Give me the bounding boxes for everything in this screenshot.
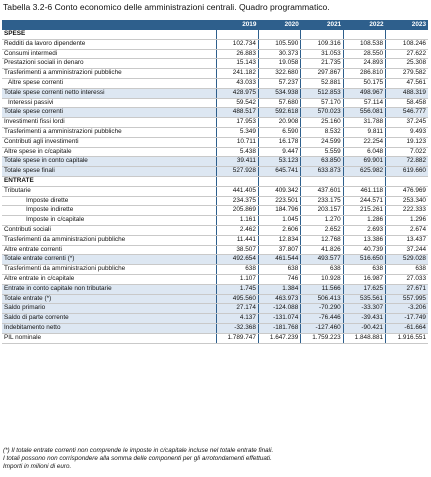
table-title: Tabella 3.2-6 Conto economico delle amministrazioni centrali. Quadro programmatico. <box>3 2 330 12</box>
row-value-2023: 253.340 <box>386 196 428 206</box>
row-value-2019: 43.033 <box>216 78 258 88</box>
row-label: Investimenti fissi lordi <box>2 118 216 128</box>
row-value-2023: 529.028 <box>386 255 428 265</box>
row-value-2019: 15.143 <box>216 59 258 69</box>
row-value-2022: 16.987 <box>343 274 385 284</box>
row-value-2020: 1.384 <box>258 284 300 294</box>
row-value-2021: 41.826 <box>301 245 343 255</box>
row-value-2022: 57.114 <box>343 98 385 108</box>
row-value-2023: -17.749 <box>386 314 428 324</box>
row-value-2021: 633.873 <box>301 167 343 177</box>
note-footnote: (*) Il totale entrate correnti non comprende le imposte in c/capitale incluse nel totale entrate finali. <box>3 447 274 454</box>
row-value-2020: 409.342 <box>258 186 300 196</box>
row-value-2020: 184.796 <box>258 206 300 216</box>
row-value-2019: 39.411 <box>216 157 258 167</box>
table-body <box>2 30 428 343</box>
row-value-2023: 1.296 <box>386 216 428 226</box>
row-value-2022: 69.901 <box>343 157 385 167</box>
row-value-2019: 10.711 <box>216 137 258 147</box>
row-value-2023: 1.916.551 <box>386 333 428 343</box>
row-value-2021: 12.768 <box>301 235 343 245</box>
table-row <box>2 59 428 69</box>
row-value-2020: 638 <box>258 265 300 275</box>
row-value-2022: -33.307 <box>343 304 385 314</box>
row-label: Imposte dirette <box>2 196 216 206</box>
row-label: SPESE <box>2 30 216 39</box>
row-value-2022: 108.538 <box>343 39 385 49</box>
row-value-2022: 50.175 <box>343 78 385 88</box>
row-value-2021: 31.053 <box>301 49 343 59</box>
row-value-2019: 5.438 <box>216 147 258 157</box>
row-value-2023: 27.033 <box>386 274 428 284</box>
row-value-2019: 495.560 <box>216 294 258 304</box>
row-value-2021: 506.413 <box>301 294 343 304</box>
row-value-2022: 215.261 <box>343 206 385 216</box>
table-row <box>2 98 428 108</box>
row-label: Totale spese finali <box>2 167 216 177</box>
row-value-2023 <box>386 176 428 186</box>
row-value-2022: 9.811 <box>343 127 385 137</box>
table-row <box>2 147 428 157</box>
row-value-2021: 512.853 <box>301 88 343 98</box>
row-value-2020: 322.680 <box>258 69 300 79</box>
row-value-2020: 30.373 <box>258 49 300 59</box>
row-value-2020: -124.088 <box>258 304 300 314</box>
row-value-2019: 27.174 <box>216 304 258 314</box>
table-row <box>2 108 428 118</box>
row-label: Trasferimenti da amministrazioni pubbliche <box>2 235 216 245</box>
row-value-2019 <box>216 176 258 186</box>
row-value-2020 <box>258 176 300 186</box>
row-value-2020: 1.045 <box>258 216 300 226</box>
row-label: Saldo primario <box>2 304 216 314</box>
row-label: Entrate in conto capitale non tributarie <box>2 284 216 294</box>
table-row <box>2 118 428 128</box>
row-value-2020: 1.647.239 <box>258 333 300 343</box>
row-value-2019: 234.375 <box>216 196 258 206</box>
table-row <box>2 30 428 39</box>
row-value-2021: 10.928 <box>301 274 343 284</box>
row-value-2021: 203.157 <box>301 206 343 216</box>
row-label: Tributarie <box>2 186 216 196</box>
table-row <box>2 304 428 314</box>
row-value-2022: -39.431 <box>343 314 385 324</box>
row-value-2019: 4.137 <box>216 314 258 324</box>
table-row <box>2 137 428 147</box>
row-value-2021: 493.577 <box>301 255 343 265</box>
row-value-2023: -61.664 <box>386 323 428 333</box>
row-value-2023: 546.777 <box>386 108 428 118</box>
row-value-2021: 8.532 <box>301 127 343 137</box>
row-label: Indebitamento netto <box>2 323 216 333</box>
row-value-2020: 461.544 <box>258 255 300 265</box>
row-value-2020: -131.074 <box>258 314 300 324</box>
note-rounding: I totali possono non corrispondere alla somma delle componenti per gli arrotondamenti effettuati. <box>3 455 272 463</box>
table-row <box>2 294 428 304</box>
table-row <box>2 69 428 79</box>
row-label: Totale entrate (*) <box>2 294 216 304</box>
row-value-2023: 638 <box>386 265 428 275</box>
header-year-2022: 2022 <box>343 20 385 30</box>
header-year-2020: 2020 <box>258 20 300 30</box>
row-value-2022: 2.693 <box>343 225 385 235</box>
header-label-cell <box>2 20 216 30</box>
row-label: PIL nominale <box>2 333 216 343</box>
row-value-2022: 13.386 <box>343 235 385 245</box>
row-value-2020: 20.908 <box>258 118 300 128</box>
row-value-2019: 488.517 <box>216 108 258 118</box>
table-row <box>2 333 428 343</box>
row-value-2020: 16.178 <box>258 137 300 147</box>
row-value-2022: 516.650 <box>343 255 385 265</box>
row-value-2022: 40.739 <box>343 245 385 255</box>
row-value-2023: 72.882 <box>386 157 428 167</box>
row-value-2022: 461.118 <box>343 186 385 196</box>
row-value-2022: 28.550 <box>343 49 385 59</box>
row-label: Altre entrate correnti <box>2 245 216 255</box>
header-row <box>2 20 428 30</box>
row-value-2021: 11.566 <box>301 284 343 294</box>
row-value-2020: 53.123 <box>258 157 300 167</box>
row-value-2023 <box>386 30 428 39</box>
row-value-2020: 746 <box>258 274 300 284</box>
row-label: Totale spese correnti netto interessi <box>2 88 216 98</box>
row-value-2019: 1.745 <box>216 284 258 294</box>
row-value-2023: 58.458 <box>386 98 428 108</box>
row-value-2020: 645.741 <box>258 167 300 177</box>
row-value-2021: -70.290 <box>301 304 343 314</box>
row-value-2021: 2.652 <box>301 225 343 235</box>
row-value-2022: 244.571 <box>343 196 385 206</box>
row-value-2021: 5.559 <box>301 147 343 157</box>
row-value-2023: 619.660 <box>386 167 428 177</box>
row-value-2020: 534.938 <box>258 88 300 98</box>
row-value-2022: 22.254 <box>343 137 385 147</box>
row-value-2023: 279.582 <box>386 69 428 79</box>
row-value-2021: 570.023 <box>301 108 343 118</box>
row-value-2021: 437.601 <box>301 186 343 196</box>
row-value-2019: 205.869 <box>216 206 258 216</box>
row-value-2019: 1.107 <box>216 274 258 284</box>
table-row <box>2 157 428 167</box>
row-label: Trasferimenti da amministrazioni pubbliche <box>2 265 216 275</box>
row-label: Contributi sociali <box>2 225 216 235</box>
row-label: Altre spese in c/capitale <box>2 147 216 157</box>
header-year-2023: 2023 <box>386 20 428 30</box>
row-value-2023: 488.319 <box>386 88 428 98</box>
row-label: Trasferimenti a amministrazioni pubbliche <box>2 69 216 79</box>
row-value-2020: 223.501 <box>258 196 300 206</box>
row-value-2021: 297.867 <box>301 69 343 79</box>
row-value-2020 <box>258 30 300 39</box>
row-value-2021: 63.850 <box>301 157 343 167</box>
row-value-2021: 57.170 <box>301 98 343 108</box>
table-row <box>2 235 428 245</box>
row-value-2023: 108.246 <box>386 39 428 49</box>
row-value-2021: 638 <box>301 265 343 275</box>
economic-account-table <box>2 20 428 344</box>
row-value-2019: 5.349 <box>216 127 258 137</box>
table-row <box>2 49 428 59</box>
row-value-2021: 1.759.223 <box>301 333 343 343</box>
row-label: Interessi passivi <box>2 98 216 108</box>
row-label: Trasferimenti a amministrazioni pubbliche <box>2 127 216 137</box>
row-value-2023: 37.245 <box>386 118 428 128</box>
row-value-2020: 57.680 <box>258 98 300 108</box>
row-value-2019: 241.182 <box>216 69 258 79</box>
table-row <box>2 225 428 235</box>
table-row <box>2 323 428 333</box>
row-value-2019: 638 <box>216 265 258 275</box>
row-value-2020: 6.590 <box>258 127 300 137</box>
row-label: Imposte indirette <box>2 206 216 216</box>
row-label: Altre entrate in c/capitale <box>2 274 216 284</box>
row-label: Saldo di parte corrente <box>2 314 216 324</box>
row-value-2020: 37.807 <box>258 245 300 255</box>
row-value-2023: 2.674 <box>386 225 428 235</box>
row-value-2021 <box>301 30 343 39</box>
table-row <box>2 314 428 324</box>
row-value-2023: 27.622 <box>386 49 428 59</box>
row-value-2019: 1.789.747 <box>216 333 258 343</box>
row-value-2019: 59.542 <box>216 98 258 108</box>
table-row <box>2 196 428 206</box>
row-value-2022 <box>343 176 385 186</box>
row-value-2019: 26.883 <box>216 49 258 59</box>
row-value-2019: 11.441 <box>216 235 258 245</box>
row-label: Altre spese correnti <box>2 78 216 88</box>
row-value-2023: 27.671 <box>386 284 428 294</box>
row-value-2023: 13.437 <box>386 235 428 245</box>
row-value-2021: 1.270 <box>301 216 343 226</box>
row-value-2020: 57.237 <box>258 78 300 88</box>
row-value-2022: 31.788 <box>343 118 385 128</box>
table-row <box>2 78 428 88</box>
row-value-2022: 1.286 <box>343 216 385 226</box>
table-row <box>2 176 428 186</box>
table-row <box>2 284 428 294</box>
row-value-2021: -127.460 <box>301 323 343 333</box>
row-value-2022: 498.967 <box>343 88 385 98</box>
row-label: Prestazioni sociali in denaro <box>2 59 216 69</box>
table-row <box>2 216 428 226</box>
row-value-2021: -76.446 <box>301 314 343 324</box>
row-value-2019: 38.507 <box>216 245 258 255</box>
table-row <box>2 265 428 275</box>
row-value-2021: 25.160 <box>301 118 343 128</box>
row-value-2022: 24.893 <box>343 59 385 69</box>
row-value-2019: 17.953 <box>216 118 258 128</box>
row-value-2019: 527.928 <box>216 167 258 177</box>
row-value-2019: 2.462 <box>216 225 258 235</box>
row-value-2020: 19.058 <box>258 59 300 69</box>
table-row <box>2 167 428 177</box>
table-row <box>2 274 428 284</box>
row-value-2023: 222.333 <box>386 206 428 216</box>
row-value-2020: 105.590 <box>258 39 300 49</box>
row-value-2022 <box>343 30 385 39</box>
row-label: Imposte in c/capitale <box>2 216 216 226</box>
row-value-2023: 19.123 <box>386 137 428 147</box>
table-row <box>2 186 428 196</box>
row-value-2019 <box>216 30 258 39</box>
table-row <box>2 255 428 265</box>
row-value-2021: 21.735 <box>301 59 343 69</box>
table-row <box>2 88 428 98</box>
row-value-2023: 476.969 <box>386 186 428 196</box>
table-notes <box>3 447 273 472</box>
note-units: Importi in milioni di euro. <box>3 463 72 471</box>
row-value-2019: 1.161 <box>216 216 258 226</box>
row-label: Totale entrate correnti (*) <box>2 255 216 265</box>
row-value-2020: 592.618 <box>258 108 300 118</box>
header-year-2019: 2019 <box>216 20 258 30</box>
table-row <box>2 245 428 255</box>
row-label: ENTRATE <box>2 176 216 186</box>
row-value-2022: 535.561 <box>343 294 385 304</box>
row-label: Redditi da lavoro dipendente <box>2 39 216 49</box>
row-value-2020: 2.606 <box>258 225 300 235</box>
row-value-2021: 233.175 <box>301 196 343 206</box>
row-value-2021: 52.881 <box>301 78 343 88</box>
row-value-2022: 638 <box>343 265 385 275</box>
row-value-2020: 12.834 <box>258 235 300 245</box>
row-value-2022: -90.421 <box>343 323 385 333</box>
row-value-2023: 7.022 <box>386 147 428 157</box>
row-value-2021: 24.599 <box>301 137 343 147</box>
row-value-2019: -32.368 <box>216 323 258 333</box>
row-value-2022: 556.081 <box>343 108 385 118</box>
row-value-2019: 492.654 <box>216 255 258 265</box>
row-value-2023: 37.244 <box>386 245 428 255</box>
row-label: Totale spese in conto capitale <box>2 157 216 167</box>
row-value-2022: 17.625 <box>343 284 385 294</box>
row-label: Totale spese correnti <box>2 108 216 118</box>
row-value-2021: 109.316 <box>301 39 343 49</box>
row-value-2020: -181.768 <box>258 323 300 333</box>
row-value-2023: -3.206 <box>386 304 428 314</box>
row-value-2020: 463.973 <box>258 294 300 304</box>
row-value-2023: 47.561 <box>386 78 428 88</box>
row-value-2023: 9.493 <box>386 127 428 137</box>
row-value-2022: 6.048 <box>343 147 385 157</box>
row-value-2022: 286.810 <box>343 69 385 79</box>
row-value-2020: 9.447 <box>258 147 300 157</box>
row-label: Consumi intermedi <box>2 49 216 59</box>
row-label: Contributi agli investimenti <box>2 137 216 147</box>
table-row <box>2 206 428 216</box>
header-year-2021: 2021 <box>301 20 343 30</box>
row-value-2019: 102.734 <box>216 39 258 49</box>
row-value-2021 <box>301 176 343 186</box>
row-value-2019: 428.975 <box>216 88 258 98</box>
row-value-2023: 25.308 <box>386 59 428 69</box>
table-row <box>2 39 428 49</box>
row-value-2022: 625.982 <box>343 167 385 177</box>
row-value-2022: 1.848.881 <box>343 333 385 343</box>
row-value-2019: 441.405 <box>216 186 258 196</box>
table-row <box>2 127 428 137</box>
row-value-2023: 557.995 <box>386 294 428 304</box>
